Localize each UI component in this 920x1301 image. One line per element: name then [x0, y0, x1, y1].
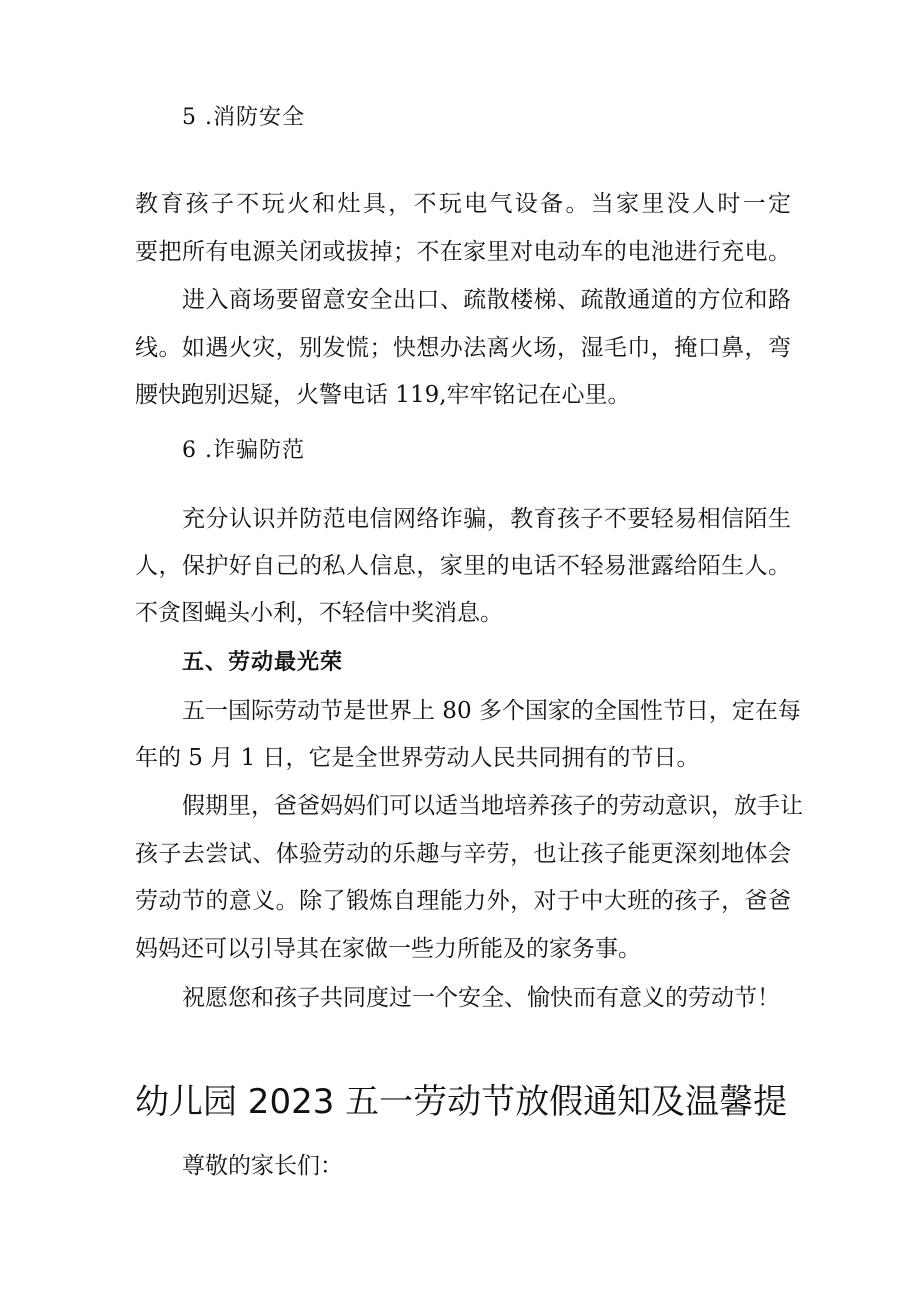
- paragraph-line: 教育孩子不玩火和灶具，不玩电气设备。当家里没人时一定: [135, 191, 791, 217]
- paragraph-line: 劳动节的意义。除了锻炼自理能力外，对于中大班的孩子，爸爸: [135, 888, 791, 914]
- section-heading-labor: 五、劳动最光荣: [182, 650, 344, 675]
- section-heading-fire-safety: 5 .消防安全: [182, 105, 305, 130]
- paragraph-line: 人，保护好自己的私人信息，家里的电话不轻易泄露给陌生人。: [135, 553, 791, 579]
- document-title: 幼儿园 2023 五一劳动节放假通知及温馨提: [135, 1082, 788, 1122]
- paragraph-line: 五一国际劳动节是世界上 80 多个国家的全国性节日，定在每: [182, 698, 801, 724]
- paragraph-line: 孩子去尝试、体验劳动的乐趣与辛劳，也让孩子能更深刻地体会: [135, 841, 791, 867]
- section-heading-fraud-prevention: 6 .诈骗防范: [182, 438, 305, 463]
- paragraph-line: 要把所有电源关闭或拔掉；不在家里对电动车的电池进行充电。: [135, 239, 791, 265]
- paragraph-line: 不贪图蝇头小利，不轻信中奖消息。: [135, 600, 503, 626]
- salutation: 尊敬的家长们：: [182, 1153, 343, 1179]
- paragraph-line: 充分认识并防范电信网络诈骗，教育孩子不要轻易相信陌生: [182, 506, 791, 532]
- paragraph-line: 假期里，爸爸妈妈们可以适当地培养孩子的劳动意识，放手让: [182, 793, 803, 819]
- paragraph-line: 腰快跑别迟疑，火警电话 119,牢牢铭记在心里。: [135, 382, 631, 408]
- paragraph-line: 进入商场要留意安全出口、疏散楼梯、疏散通道的方位和路: [182, 287, 791, 313]
- closing-wish: 祝愿您和孩子共同度过一个安全、愉快而有意义的劳动节！: [182, 985, 780, 1011]
- paragraph-line: 线。如遇火灾，别发慌；快想办法离火场，湿毛巾，掩口鼻，弯: [135, 335, 791, 361]
- paragraph-line: 妈妈还可以引导其在家做一些力所能及的家务事。: [135, 936, 641, 962]
- paragraph-line: 年的 5 月 1 日，它是全世界劳动人民共同拥有的节日。: [135, 745, 700, 771]
